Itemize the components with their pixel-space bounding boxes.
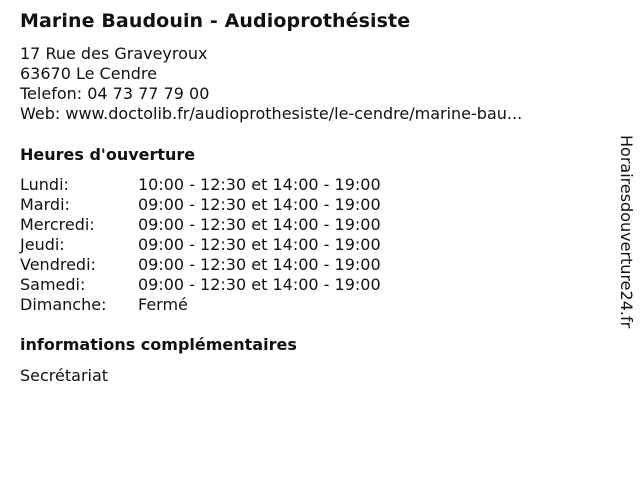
page-title: Marine Baudouin - Audioprothésiste [20,10,411,32]
time-value: 09:00 - 12:30 et 14:00 - 19:00 [138,235,381,254]
day-label: Dimanche: [20,295,107,314]
day-label: Jeudi: [20,235,65,254]
info-heading: informations complémentaires [20,335,297,354]
city-address: 63670 Le Cendre [20,64,157,83]
day-label: Samedi: [20,275,86,294]
hours-heading: Heures d'ouverture [20,145,196,164]
street-address: 17 Rue des Graveyroux [20,44,208,63]
time-value: 09:00 - 12:30 et 14:00 - 19:00 [138,275,381,294]
time-value: 09:00 - 12:30 et 14:00 - 19:00 [138,215,381,234]
day-label: Mercredi: [20,215,95,234]
info-text: Secrétariat [20,366,109,385]
day-label: Lundi: [20,175,69,194]
phone-number: Telefon: 04 73 77 79 00 [20,84,210,103]
time-value: 09:00 - 12:30 et 14:00 - 19:00 [138,195,381,214]
time-value: Fermé [138,295,188,314]
watermark-text: Horairesdouverture24.fr [617,135,636,329]
day-label: Vendredi: [20,255,96,274]
time-value: 10:00 - 12:30 et 14:00 - 19:00 [138,175,381,194]
address-block [20,44,522,124]
website-link: Web: www.doctolib.fr/audioprothesiste/le-cendre/marine-bau... [20,104,523,123]
day-label: Mardi: [20,195,70,214]
time-value: 09:00 - 12:30 et 14:00 - 19:00 [138,255,381,274]
